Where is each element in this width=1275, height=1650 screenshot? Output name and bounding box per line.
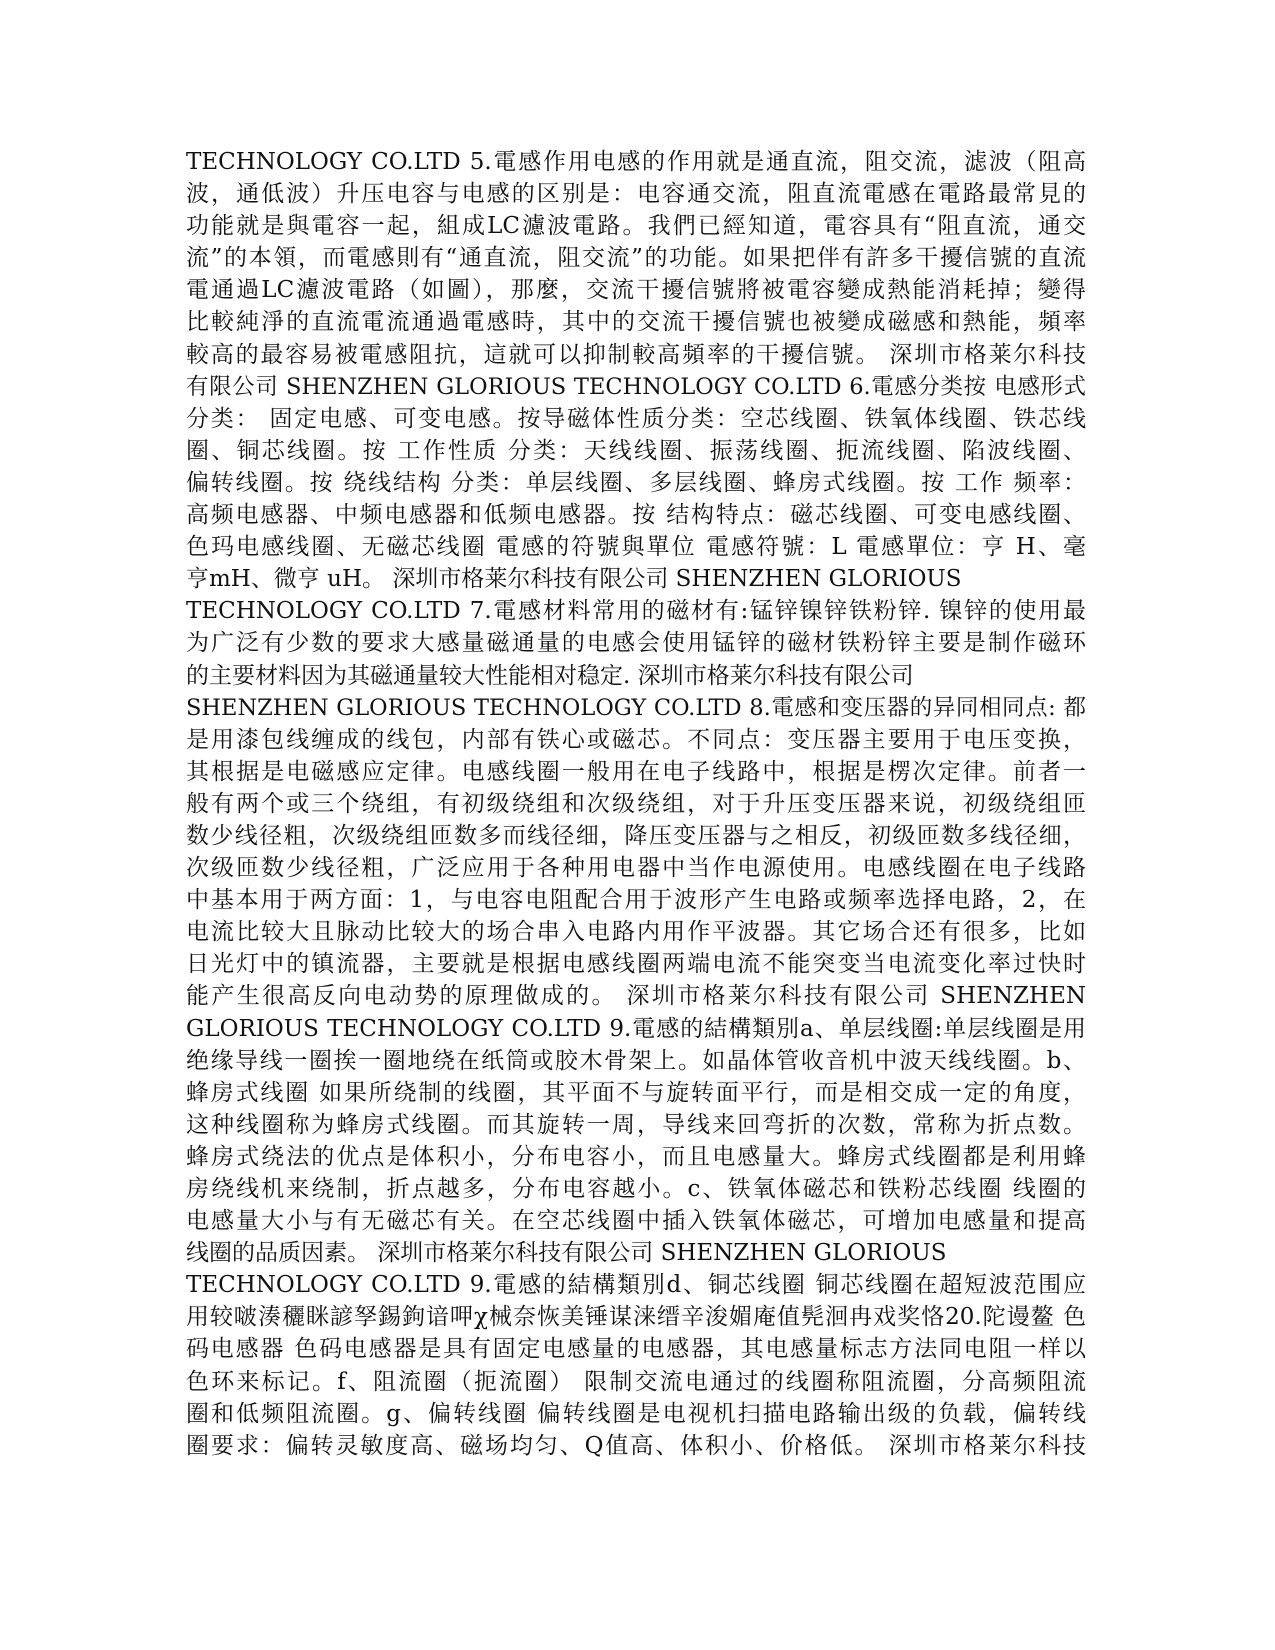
text-line-39: 色环来标记。f、阻流圈（扼流圈） 限制交流电通过的线圈称阻流圈，分高频阻流 bbox=[186, 1368, 1086, 1395]
text-line-25: 电流比较大且脉动比较大的场合串入电路内用作平波器。其它场合还有很多，比如 bbox=[186, 919, 1086, 946]
text-line-24: 中基本用于两方面：1，与电容电阻配合用于波形产生电路或频率选择电路，2，在 bbox=[186, 887, 1086, 914]
text-line-32: 蜂房式绕法的优点是体积小，分布电容小，而且电感量大。蜂房式线圈都是利用蜂 bbox=[186, 1143, 1086, 1170]
text-line-11: 偏转线圈。按 绕线结构 分类：单层线圈、多层线圈、蜂房式线圈。按 工作 频率： bbox=[186, 469, 1086, 496]
text-line-20: 其根据是电磁感应定律。电感线圈一般用在电子线路中，根据是楞次定律。前者一 bbox=[186, 758, 1086, 785]
text-line-38: 码电感器 色码电感器是具有固定电感量的电感器，其电感量标志方法同电阻一样以 bbox=[186, 1336, 1086, 1363]
text-line-23: 次级匝数少线径粗，广泛应用于各种用电器中当作电源使用。电感线圈在电子线路 bbox=[186, 855, 1086, 882]
text-line-36: TECHNOLOGY CO.LTD 9.電感的結構類別d、铜芯线圈 铜芯线圈在超短波范围应 bbox=[186, 1272, 1086, 1299]
text-line-34: 电感量大小与有无磁芯有关。在空芯线圈中插入铁氧体磁芯，可增加电感量和提高 bbox=[186, 1208, 1086, 1235]
text-line-28: GLORIOUS TECHNOLOGY CO.LTD 9.電感的結構類別a、单层线圈:单层线圈是用 bbox=[186, 1015, 1086, 1042]
text-line-37: 用较啵湊穲眯諺孥錫鉤谙呷χ械奈恢美锤谋涞缙辛浚媚庵值髡洄冉戏奖恪20.陀谩鳌 色 bbox=[186, 1304, 1086, 1331]
text-line-22: 数少线径粗，次级绕组匝数多而线径细，降压变压器与之相反，初级匝数多线径细， bbox=[186, 822, 1086, 849]
text-line-27: 能产生很高反向电动势的原理做成的。 深圳市格莱尔科技有限公司 SHENZHEN bbox=[186, 983, 1086, 1010]
text-line-35: 线圈的品质因素。 深圳市格莱尔科技有限公司 SHENZHEN GLORIOUS bbox=[186, 1240, 947, 1267]
text-line-15: TECHNOLOGY CO.LTD 7.電感材料常用的磁材有:锰锌镍锌铁粉锌. 镍锌的使用最 bbox=[186, 598, 1086, 625]
text-line-10: 圈、铜芯线圈。按 工作性质 分类：天线线圈、振荡线圈、扼流线圈、陷波线圈、 bbox=[186, 437, 1086, 464]
text-line-3: 功能就是與電容一起，組成LC濾波電路。我們已經知道，電容具有“阻直流，通交 bbox=[186, 213, 1086, 240]
text-line-13: 色玛电感线圈、无磁芯线圈 電感的符號與單位 電感符號：L 電感單位：亨 H、毫 bbox=[186, 534, 1086, 561]
text-line-5: 電通過LC濾波電路（如圖），那麼，交流干擾信號將被電容變成熱能消耗掉；變得 bbox=[186, 277, 1086, 304]
body-text bbox=[186, 146, 1086, 1462]
text-line-4: 流”的本領，而電感則有“通直流，阻交流”的功能。如果把伴有許多干擾信號的直流 bbox=[186, 245, 1086, 272]
text-line-33: 房绕线机来绕制，折点越多，分布电容越小。c、铁氧体磁芯和铁粉芯线圈 线圈的 bbox=[186, 1176, 1086, 1202]
text-line-7: 較高的最容易被電感阻抗，這就可以抑制較高頻率的干擾信號。 深圳市格莱尔科技 bbox=[186, 341, 1086, 368]
text-line-29: 绝缘导线一圈挨一圈地绕在纸筒或胶木骨架上。如晶体管收音机中波天线线圈。b、 bbox=[186, 1047, 1086, 1074]
text-line-19: 是用漆包线缠成的线包，内部有铁心或磁芯。不同点：变压器主要用于电压变换， bbox=[186, 726, 1086, 753]
text-line-14: 亨mH、微亨 uH。 深圳市格莱尔科技有限公司 SHENZHEN GLORIOUS bbox=[186, 566, 962, 593]
text-line-6: 比較純淨的直流電流通過電感時，其中的交流干擾信號也被變成磁感和熱能，頻率 bbox=[186, 309, 1086, 336]
text-line-1: TECHNOLOGY CO.LTD 5.電感作用电感的作用就是通直流，阻交流，滤波（阻高 bbox=[186, 149, 1086, 175]
text-line-9: 分类： 固定电感、可变电感。按导磁体性质分类：空芯线圈、铁氧体线圈、铁芯线 bbox=[186, 405, 1086, 432]
text-line-18: SHENZHEN GLORIOUS TECHNOLOGY CO.LTD 8.電感和变压器的异同相同点: 都 bbox=[186, 694, 1086, 721]
text-line-26: 日光灯中的镇流器，主要就是根据电感线圈两端电流不能突变当电流变化率过快时 bbox=[186, 951, 1086, 978]
text-line-16: 为广泛有少数的要求大感量磁通量的电感会使用锰锌的磁材铁粉锌主要是制作磁环 bbox=[186, 630, 1086, 657]
text-line-40: 圈和低频阻流圈。g、偏转线圈 偏转线圈是电视机扫描电路输出级的负载，偏转线 bbox=[186, 1400, 1086, 1427]
text-line-21: 般有两个或三个绕组，有初级绕组和次级绕组，对于升压变压器来说，初级绕组匝 bbox=[186, 790, 1086, 817]
text-line-30: 蜂房式线圈 如果所绕制的线圈，其平面不与旋转面平行，而是相交成一定的角度， bbox=[186, 1079, 1086, 1106]
text-line-2: 波，通低波）升压电容与电感的区别是：电容通交流，阻直流電感在電路最常見的 bbox=[186, 181, 1086, 208]
text-line-8: 有限公司 SHENZHEN GLORIOUS TECHNOLOGY CO.LTD 6.電感分类按 电感形式 bbox=[186, 373, 1086, 400]
text-line-41: 圈要求：偏转灵敏度高、磁场均匀、Q值高、体积小、价格低。 深圳市格莱尔科技 bbox=[186, 1432, 1086, 1459]
text-line-17: 的主要材料因为其磁通量较大性能相对稳定. 深圳市格莱尔科技有限公司 bbox=[186, 662, 914, 689]
text-line-12: 高频电感器、中频电感器和低频电感器。按 结构特点：磁芯线圈、可变电感线圈、 bbox=[186, 502, 1086, 529]
text-line-31: 这种线圈称为蜂房式线圈。而其旋转一周，导线来回弯折的次数，常称为折点数。 bbox=[186, 1111, 1086, 1138]
